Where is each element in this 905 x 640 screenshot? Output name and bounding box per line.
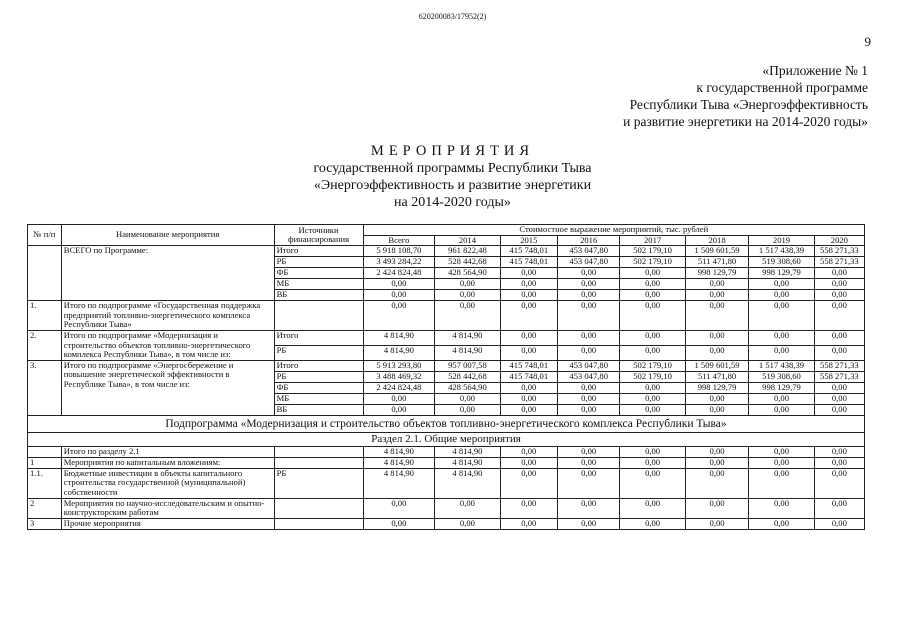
value-cell: 0,00 bbox=[435, 290, 500, 301]
funding-source: ВБ bbox=[274, 290, 363, 301]
value-cell: 0,00 bbox=[557, 301, 619, 331]
value-cell: 4 814,90 bbox=[435, 446, 500, 457]
value-cell: 0,00 bbox=[814, 290, 864, 301]
header-year: 2016 bbox=[557, 235, 619, 246]
value-cell: 502 179,10 bbox=[620, 360, 685, 371]
section-row bbox=[28, 432, 865, 446]
row-name: Мероприятия по капитальным вложениям: bbox=[61, 457, 274, 468]
funding-source bbox=[274, 301, 363, 331]
value-cell: 957 007,58 bbox=[435, 360, 500, 371]
value-cell: 1 517 438,39 bbox=[749, 246, 814, 257]
value-cell: 0,00 bbox=[500, 330, 557, 345]
value-cell: 528 442,68 bbox=[435, 371, 500, 382]
value-cell: 0,00 bbox=[363, 518, 435, 529]
table-row bbox=[28, 301, 865, 331]
value-cell: 0,00 bbox=[620, 446, 685, 457]
value-cell: 4 814,90 bbox=[363, 345, 435, 360]
subprogram-title: Подпрограмма «Модернизация и строительство объектов топливно-энергетического комплекса Республики Тыва» bbox=[28, 415, 865, 432]
value-cell: 0,00 bbox=[749, 498, 814, 518]
value-cell: 0,00 bbox=[500, 290, 557, 301]
row-name: Итого по подпрограмме «Государственная поддержка предприятий топливно-энергетического комплекса Республики Тыва» bbox=[61, 301, 274, 331]
value-cell: 998 129,79 bbox=[685, 382, 748, 393]
value-cell: 998 129,79 bbox=[685, 268, 748, 279]
value-cell: 0,00 bbox=[749, 290, 814, 301]
value-cell: 511 471,80 bbox=[685, 371, 748, 382]
value-cell: 415 748,01 bbox=[500, 371, 557, 382]
appendix-line: Республики Тыва «Энергоэффективность bbox=[629, 97, 868, 112]
value-cell: 0,00 bbox=[363, 301, 435, 331]
header-year: 2015 bbox=[500, 235, 557, 246]
header-year: 2017 bbox=[620, 235, 685, 246]
value-cell: 0,00 bbox=[620, 518, 685, 529]
table-row bbox=[28, 446, 865, 457]
value-cell: 0,00 bbox=[557, 498, 619, 518]
table-row bbox=[28, 330, 865, 345]
value-cell: 0,00 bbox=[435, 498, 500, 518]
document-id: 620200083/17952(2) bbox=[418, 12, 487, 21]
value-cell: 998 129,79 bbox=[749, 268, 814, 279]
value-cell: 4 814,90 bbox=[435, 468, 500, 498]
value-cell: 4 814,90 bbox=[435, 330, 500, 345]
value-cell: 0,00 bbox=[685, 404, 748, 415]
value-cell: 0,00 bbox=[500, 518, 557, 529]
activities-table bbox=[27, 224, 865, 530]
value-cell: 1 509 601,59 bbox=[685, 246, 748, 257]
header-year: 2019 bbox=[749, 235, 814, 246]
appendix-line: «Приложение № 1 bbox=[762, 63, 868, 78]
value-cell: 2 424 824,48 bbox=[363, 268, 435, 279]
funding-source: МБ bbox=[274, 393, 363, 404]
value-cell: 0,00 bbox=[557, 330, 619, 345]
row-number bbox=[28, 246, 62, 301]
value-cell: 0,00 bbox=[557, 518, 619, 529]
value-cell: 0,00 bbox=[620, 301, 685, 331]
funding-source: МБ bbox=[274, 279, 363, 290]
funding-source: РБ bbox=[274, 371, 363, 382]
value-cell: 0,00 bbox=[814, 330, 864, 345]
appendix-caption bbox=[623, 62, 868, 130]
value-cell: 428 564,90 bbox=[435, 268, 500, 279]
value-cell: 0,00 bbox=[749, 345, 814, 360]
value-cell: 0,00 bbox=[685, 279, 748, 290]
value-cell: 0,00 bbox=[500, 457, 557, 468]
value-cell: 0,00 bbox=[557, 404, 619, 415]
value-cell: 4 814,90 bbox=[435, 457, 500, 468]
funding-source: Итого bbox=[274, 246, 363, 257]
value-cell: 0,00 bbox=[749, 404, 814, 415]
row-name: Итого по подпрограмме «Энергосбережение и повышение энергетической эффективности в Республике Тыва», в том числе из: bbox=[61, 360, 274, 415]
value-cell: 4 814,90 bbox=[363, 468, 435, 498]
row-name: Итого по подпрограмме «Модернизация и строительство объектов топливно-энергетического комплекса Республики Тыва», в том числе из: bbox=[61, 330, 274, 360]
row-name: Итого по разделу 2.1 bbox=[61, 446, 274, 457]
value-cell: 0,00 bbox=[685, 518, 748, 529]
table-row bbox=[28, 457, 865, 468]
row-number: 3. bbox=[28, 360, 62, 415]
value-cell: 0,00 bbox=[363, 290, 435, 301]
value-cell: 3 493 284,22 bbox=[363, 257, 435, 268]
value-cell: 0,00 bbox=[435, 518, 500, 529]
value-cell: 0,00 bbox=[685, 468, 748, 498]
value-cell: 0,00 bbox=[749, 468, 814, 498]
subprogram-row bbox=[28, 415, 865, 432]
value-cell: 0,00 bbox=[435, 279, 500, 290]
value-cell: 0,00 bbox=[814, 498, 864, 518]
value-cell: 453 047,80 bbox=[557, 371, 619, 382]
value-cell: 0,00 bbox=[814, 393, 864, 404]
funding-source: Итого bbox=[274, 330, 363, 345]
document-title bbox=[0, 143, 905, 211]
value-cell: 0,00 bbox=[620, 279, 685, 290]
value-cell: 415 748,01 bbox=[500, 360, 557, 371]
title-heading: МЕРОПРИЯТИЯ bbox=[370, 143, 535, 159]
value-cell: 0,00 bbox=[620, 498, 685, 518]
funding-source bbox=[274, 498, 363, 518]
value-cell: 0,00 bbox=[620, 290, 685, 301]
value-cell: 0,00 bbox=[620, 468, 685, 498]
row-name: Прочие мероприятия bbox=[61, 518, 274, 529]
value-cell: 0,00 bbox=[500, 301, 557, 331]
value-cell: 519 308,60 bbox=[749, 371, 814, 382]
value-cell: 0,00 bbox=[500, 279, 557, 290]
value-cell: 0,00 bbox=[685, 393, 748, 404]
value-cell: 0,00 bbox=[363, 498, 435, 518]
value-cell: 0,00 bbox=[557, 468, 619, 498]
value-cell: 502 179,10 bbox=[620, 371, 685, 382]
value-cell: 0,00 bbox=[557, 290, 619, 301]
value-cell: 502 179,10 bbox=[620, 257, 685, 268]
table-row bbox=[28, 498, 865, 518]
value-cell: 4 814,90 bbox=[363, 457, 435, 468]
value-cell: 5 913 293,80 bbox=[363, 360, 435, 371]
value-cell: 0,00 bbox=[814, 468, 864, 498]
header-year: 2014 bbox=[435, 235, 500, 246]
funding-source bbox=[274, 446, 363, 457]
value-cell: 0,00 bbox=[749, 393, 814, 404]
header-name: Наименование мероприятия bbox=[61, 225, 274, 246]
value-cell: 558 271,33 bbox=[814, 371, 864, 382]
value-cell: 0,00 bbox=[363, 279, 435, 290]
row-number: 1. bbox=[28, 301, 62, 331]
value-cell: 0,00 bbox=[500, 468, 557, 498]
value-cell: 528 442,68 bbox=[435, 257, 500, 268]
value-cell: 3 488 469,32 bbox=[363, 371, 435, 382]
value-cell: 558 271,33 bbox=[814, 360, 864, 371]
value-cell: 0,00 bbox=[557, 457, 619, 468]
header-cost: Стоимостное выражение мероприятий, тыс. рублей bbox=[363, 225, 864, 236]
funding-source: РБ bbox=[274, 345, 363, 360]
value-cell: 453 047,80 bbox=[557, 246, 619, 257]
value-cell: 0,00 bbox=[685, 446, 748, 457]
value-cell: 0,00 bbox=[557, 382, 619, 393]
value-cell: 0,00 bbox=[749, 518, 814, 529]
value-cell: 0,00 bbox=[500, 268, 557, 279]
value-cell: 0,00 bbox=[557, 345, 619, 360]
funding-source: ВБ bbox=[274, 404, 363, 415]
value-cell: 0,00 bbox=[814, 382, 864, 393]
value-cell: 2 424 824,48 bbox=[363, 382, 435, 393]
value-cell: 0,00 bbox=[814, 301, 864, 331]
header-num: № п/п bbox=[28, 225, 62, 246]
value-cell: 961 822,48 bbox=[435, 246, 500, 257]
value-cell: 558 271,33 bbox=[814, 246, 864, 257]
value-cell: 0,00 bbox=[363, 404, 435, 415]
row-name: Мероприятия по научно-исследовательским и опытно-конструкторским работам bbox=[61, 498, 274, 518]
title-line: государственной программы Республики Тыва bbox=[313, 161, 592, 176]
value-cell: 0,00 bbox=[814, 345, 864, 360]
title-line: на 2014-2020 годы» bbox=[394, 195, 511, 210]
value-cell: 0,00 bbox=[685, 345, 748, 360]
value-cell: 0,00 bbox=[749, 330, 814, 345]
table-body bbox=[28, 246, 865, 530]
value-cell: 0,00 bbox=[814, 404, 864, 415]
value-cell: 0,00 bbox=[500, 382, 557, 393]
row-number: 1 bbox=[28, 457, 62, 468]
value-cell: 0,00 bbox=[557, 268, 619, 279]
value-cell: 1 509 601,59 bbox=[685, 360, 748, 371]
value-cell: 0,00 bbox=[435, 404, 500, 415]
value-cell: 0,00 bbox=[620, 404, 685, 415]
value-cell: 0,00 bbox=[435, 393, 500, 404]
value-cell: 4 814,90 bbox=[435, 345, 500, 360]
value-cell: 0,00 bbox=[557, 446, 619, 457]
value-cell: 415 748,01 bbox=[500, 257, 557, 268]
page-number: 9 bbox=[864, 34, 871, 49]
value-cell: 415 748,01 bbox=[500, 246, 557, 257]
value-cell: 0,00 bbox=[620, 457, 685, 468]
value-cell: 0,00 bbox=[363, 393, 435, 404]
value-cell: 0,00 bbox=[685, 290, 748, 301]
row-number bbox=[28, 446, 62, 457]
value-cell: 0,00 bbox=[814, 279, 864, 290]
funding-source: Итого bbox=[274, 360, 363, 371]
appendix-line: и развитие энергетики на 2014-2020 годы» bbox=[623, 114, 868, 129]
funding-source bbox=[274, 457, 363, 468]
value-cell: 0,00 bbox=[620, 393, 685, 404]
value-cell: 0,00 bbox=[500, 345, 557, 360]
value-cell: 0,00 bbox=[500, 393, 557, 404]
value-cell: 0,00 bbox=[685, 330, 748, 345]
value-cell: 0,00 bbox=[620, 345, 685, 360]
value-cell: 511 471,80 bbox=[685, 257, 748, 268]
value-cell: 0,00 bbox=[435, 301, 500, 331]
header-sources: Источники финансирования bbox=[274, 225, 363, 246]
value-cell: 0,00 bbox=[685, 301, 748, 331]
value-cell: 0,00 bbox=[749, 446, 814, 457]
value-cell: 502 179,10 bbox=[620, 246, 685, 257]
funding-source: ФБ bbox=[274, 268, 363, 279]
value-cell: 0,00 bbox=[620, 382, 685, 393]
funding-source: РБ bbox=[274, 257, 363, 268]
row-number: 3 bbox=[28, 518, 62, 529]
row-number: 2 bbox=[28, 498, 62, 518]
value-cell: 4 814,90 bbox=[363, 446, 435, 457]
value-cell: 0,00 bbox=[749, 457, 814, 468]
row-name: Бюджетные инвестиции в объекты капитального строительства государственной (муниципальной) собственности bbox=[61, 468, 274, 498]
value-cell: 0,00 bbox=[814, 457, 864, 468]
value-cell: 0,00 bbox=[500, 404, 557, 415]
appendix-line: к государственной программе bbox=[696, 80, 868, 95]
value-cell: 5 918 108,70 bbox=[363, 246, 435, 257]
header-year: 2020 bbox=[814, 235, 864, 246]
value-cell: 998 129,79 bbox=[749, 382, 814, 393]
value-cell: 4 814,90 bbox=[363, 330, 435, 345]
table-row bbox=[28, 360, 865, 371]
value-cell: 558 271,33 bbox=[814, 257, 864, 268]
value-cell: 0,00 bbox=[749, 301, 814, 331]
value-cell: 453 047,80 bbox=[557, 257, 619, 268]
value-cell: 0,00 bbox=[685, 498, 748, 518]
section-title: Раздел 2.1. Общие мероприятия bbox=[28, 432, 865, 446]
value-cell: 0,00 bbox=[557, 393, 619, 404]
value-cell: 1 517 438,39 bbox=[749, 360, 814, 371]
value-cell: 0,00 bbox=[557, 279, 619, 290]
row-number: 1.1. bbox=[28, 468, 62, 498]
value-cell: 0,00 bbox=[814, 446, 864, 457]
funding-source: РБ bbox=[274, 468, 363, 498]
value-cell: 0,00 bbox=[814, 518, 864, 529]
value-cell: 0,00 bbox=[749, 279, 814, 290]
funding-source bbox=[274, 518, 363, 529]
value-cell: 0,00 bbox=[814, 268, 864, 279]
table-row bbox=[28, 518, 865, 529]
title-line: «Энергоэффективность и развитие энергетики bbox=[313, 178, 592, 193]
value-cell: 453 047,80 bbox=[557, 360, 619, 371]
funding-source: ФБ bbox=[274, 382, 363, 393]
value-cell: 0,00 bbox=[500, 498, 557, 518]
value-cell: 0,00 bbox=[620, 330, 685, 345]
row-number: 2. bbox=[28, 330, 62, 360]
table-row bbox=[28, 468, 865, 498]
header-year: Всего bbox=[363, 235, 435, 246]
value-cell: 428 564,90 bbox=[435, 382, 500, 393]
value-cell: 0,00 bbox=[620, 268, 685, 279]
value-cell: 0,00 bbox=[685, 457, 748, 468]
table-row bbox=[28, 246, 865, 257]
value-cell: 0,00 bbox=[500, 446, 557, 457]
row-name: ВСЕГО по Программе: bbox=[61, 246, 274, 301]
header-year: 2018 bbox=[685, 235, 748, 246]
value-cell: 519 308,60 bbox=[749, 257, 814, 268]
